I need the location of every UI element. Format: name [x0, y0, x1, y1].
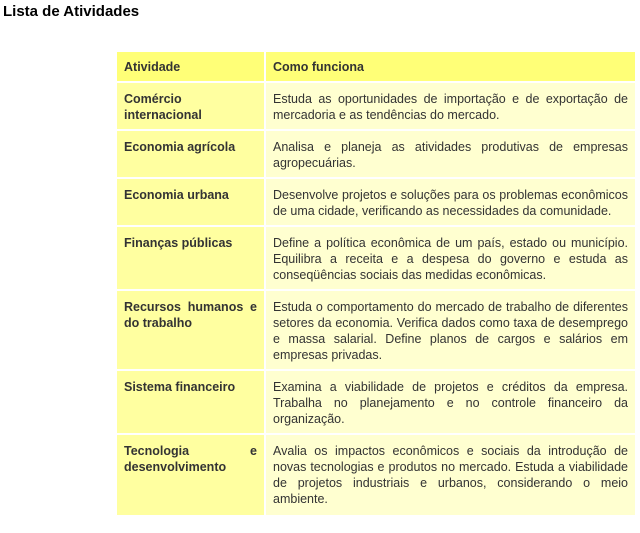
activity-cell: Finanças públicas — [117, 227, 264, 289]
table-header-row — [117, 52, 635, 81]
table-row — [117, 371, 635, 433]
activities-table — [115, 50, 637, 517]
activity-cell: Tecnologia e desenvolvimento — [117, 435, 264, 515]
table-row — [117, 179, 635, 225]
description-cell: Desenvolve projetos e soluções para os problemas econômicos de uma cidade, verificando as necessidades da comunidade. — [266, 179, 635, 225]
table-row — [117, 227, 635, 289]
table-row — [117, 435, 635, 515]
description-cell: Avalia os impactos econômicos e sociais da introdução de novas tecnologias e produtos no mercado. Estuda a viabilidade de projetos industriais e urbanos, considerando o meio ambiente. — [266, 435, 635, 515]
description-cell: Examina a viabilidade de projetos e créditos da empresa. Trabalha no planejamento e no controle financeiro da organização. — [266, 371, 635, 433]
activity-cell: Economia agrícola — [117, 131, 264, 177]
description-cell: Analisa e planeja as atividades produtivas de empresas agropecuárias. — [266, 131, 635, 177]
table-row — [117, 83, 635, 129]
activity-cell: Recursos humanos e do trabalho — [117, 291, 264, 369]
table-row — [117, 131, 635, 177]
description-cell: Define a política econômica de um país, estado ou município. Equilibra a receita e a despesa do governo e estuda as conseqüências sociais das medidas econômicas. — [266, 227, 635, 289]
header-how-it-works: Como funciona — [266, 52, 635, 81]
header-activity: Atividade — [117, 52, 264, 81]
description-cell: Estuda as oportunidades de importação e de exportação de mercadoria e as tendências do mercado. — [266, 83, 635, 129]
page-title: Lista de Atividades — [3, 3, 140, 20]
table-row — [117, 291, 635, 369]
activity-cell: Comércio internacional — [117, 83, 264, 129]
activity-cell: Sistema financeiro — [117, 371, 264, 433]
description-cell: Estuda o comportamento do mercado de trabalho de diferentes setores da economia. Verifica dados como taxa de desemprego e massa salarial. Define planos de cargos e salários em empresas privadas. — [266, 291, 635, 369]
activity-cell: Economia urbana — [117, 179, 264, 225]
